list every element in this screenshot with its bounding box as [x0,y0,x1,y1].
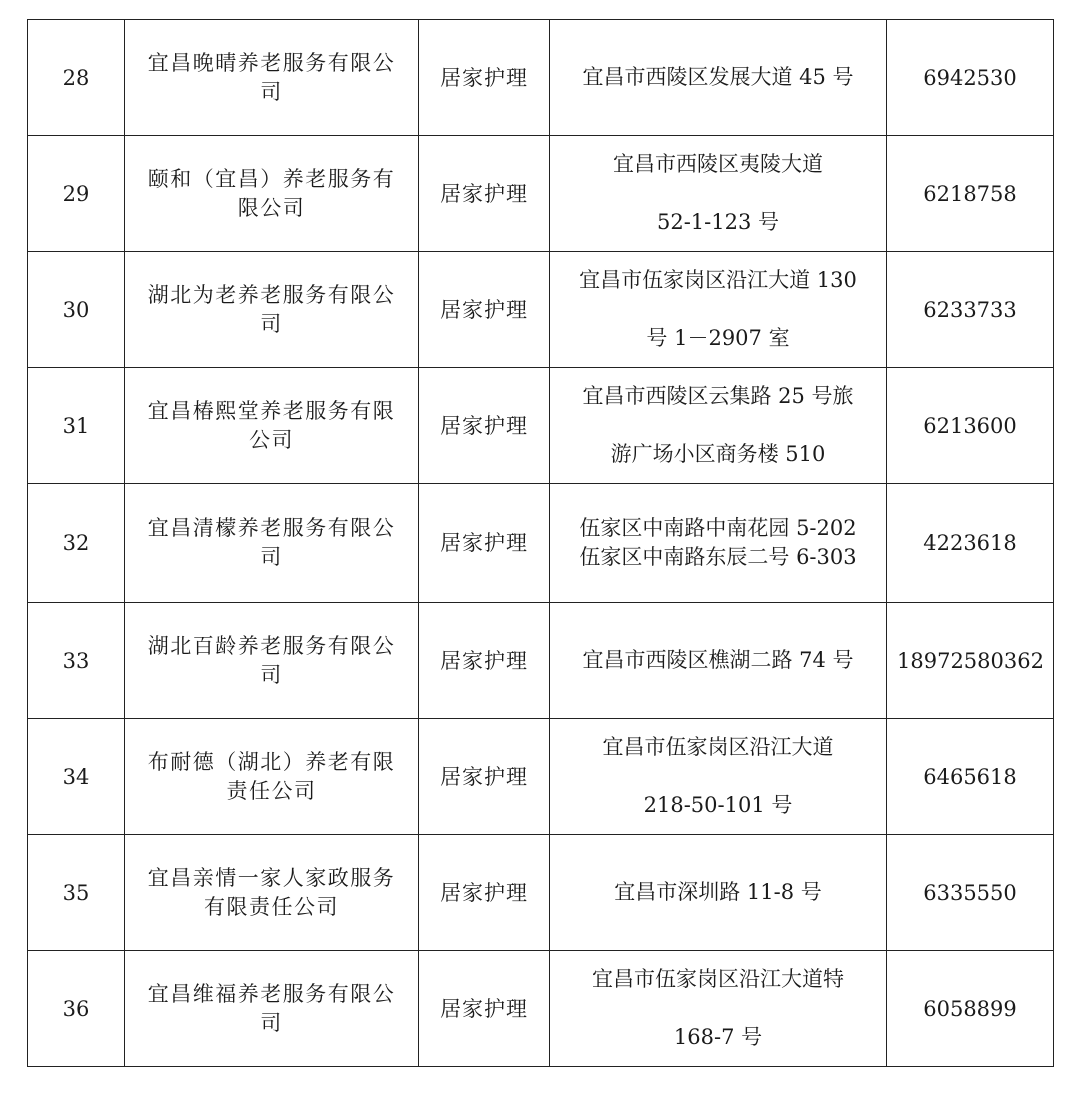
phone-number: 6465618 [887,719,1054,835]
company-name: 宜昌维福养老服务有限公司 [147,981,396,1035]
company-name: 宜昌晚晴养老服务有限公司 [147,50,396,104]
address-line: 宜昌市深圳路 11-8 号 [614,880,822,904]
phone-number: 18972580362 [887,603,1054,719]
address-line: 218-50-101 号 [643,793,793,817]
row-number: 28 [28,20,125,136]
address-cell [550,719,887,835]
address-line: 伍家区中南路中南花园 5-202 [579,516,857,540]
row-number: 34 [28,719,125,835]
service-type: 居家护理 [419,252,550,368]
company-name: 宜昌亲情一家人家政服务有限责任公司 [147,865,396,919]
service-type: 居家护理 [419,719,550,835]
address-line: 游广场小区商务楼 510 [610,442,826,466]
table-row [28,719,1054,835]
address-cell [550,835,887,951]
row-number: 36 [28,951,125,1067]
company-name-cell [125,719,419,835]
address-line: 宜昌市伍家岗区沿江大道特 [592,967,844,991]
table-row [28,252,1054,368]
table-row [28,368,1054,484]
company-name: 湖北百龄养老服务有限公司 [147,633,396,687]
phone-number: 6233733 [887,252,1054,368]
company-name-cell [125,603,419,719]
phone-number: 6218758 [887,136,1054,252]
address-cell [550,368,887,484]
address-cell [550,484,887,603]
service-type: 居家护理 [419,835,550,951]
company-name-cell [125,368,419,484]
company-name: 宜昌椿熙堂养老服务有限公司 [147,398,396,452]
phone-number: 6335550 [887,835,1054,951]
row-number: 35 [28,835,125,951]
row-number: 32 [28,484,125,603]
address-cell [550,951,887,1067]
table-row [28,835,1054,951]
table-row [28,20,1054,136]
address-cell [550,20,887,136]
phone-number: 6213600 [887,368,1054,484]
company-name-cell [125,20,419,136]
address-line: 宜昌市西陵区云集路 25 号旅 [582,384,854,408]
row-number: 29 [28,136,125,252]
company-name-cell [125,951,419,1067]
address-line: 伍家区中南路东辰二号 6-303 [579,545,857,569]
service-type: 居家护理 [419,951,550,1067]
address-line: 宜昌市西陵区夷陵大道 [613,152,823,176]
address-line: 宜昌市西陵区发展大道 45 号 [582,65,854,89]
phone-number: 4223618 [887,484,1054,603]
address-line: 宜昌市西陵区樵湖二路 74 号 [582,648,854,672]
address-line: 宜昌市伍家岗区沿江大道 [602,735,834,759]
address-line: 号 1－2907 室 [646,326,790,350]
address-line: 宜昌市伍家岗区沿江大道 130 [579,268,857,292]
company-name-cell [125,136,419,252]
address-cell [550,252,887,368]
phone-number: 6942530 [887,20,1054,136]
company-name-cell [125,835,419,951]
service-type: 居家护理 [419,368,550,484]
row-number: 33 [28,603,125,719]
company-name: 宜昌清檬养老服务有限公司 [147,516,396,569]
row-number: 30 [28,252,125,368]
phone-number: 6058899 [887,951,1054,1067]
company-name: 布耐德（湖北）养老有限责任公司 [147,749,396,803]
row-number: 31 [28,368,125,484]
address-cell [550,603,887,719]
address-line: 52-1-123 号 [656,210,780,234]
service-type: 居家护理 [419,603,550,719]
service-type: 居家护理 [419,136,550,252]
company-name: 颐和（宜昌）养老服务有限公司 [147,166,396,220]
company-name: 湖北为老养老服务有限公司 [147,282,396,336]
address-cell [550,136,887,252]
table-row [28,136,1054,252]
service-type: 居家护理 [419,20,550,136]
address-line: 168-7 号 [673,1025,763,1049]
service-provider-table [27,19,1054,1067]
table-row [28,484,1054,603]
table-row [28,951,1054,1067]
company-name-cell [125,484,419,603]
table-row [28,603,1054,719]
service-type: 居家护理 [419,484,550,603]
company-name-cell [125,252,419,368]
